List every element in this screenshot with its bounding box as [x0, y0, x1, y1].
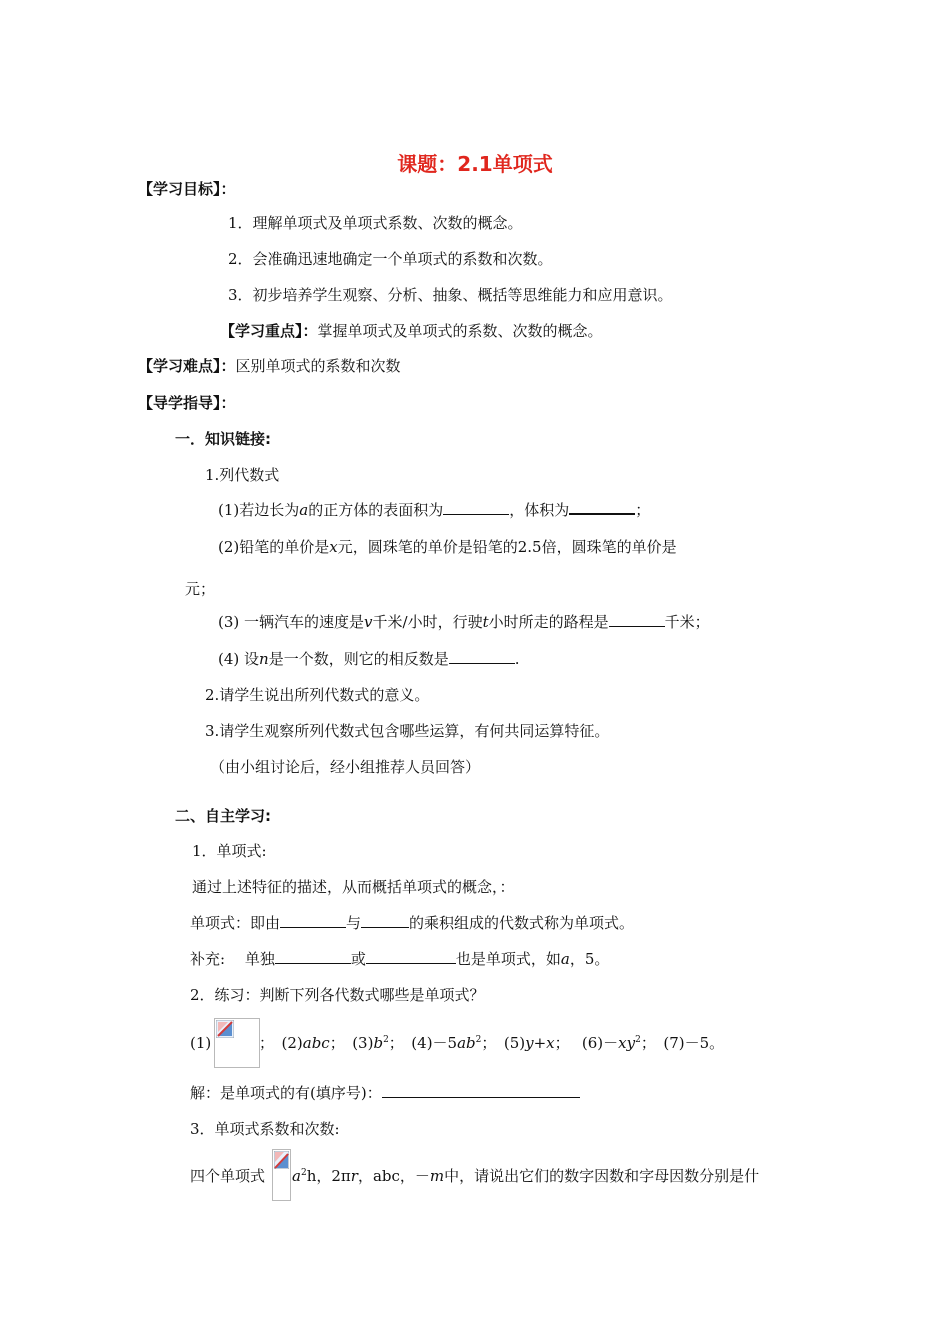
- definition: 单项式：即由 与 的乘积组成的代数式称为单项式。: [190, 914, 635, 932]
- key-point-text: 掌握单项式及单项式的系数、次数的概念。: [317, 322, 603, 340]
- section1-heading: 一．知识链接:: [175, 430, 271, 448]
- question-4: (4) 设n是一个数，则它的相反数是 .: [218, 650, 520, 668]
- question-2: (2)铅笔的单价是x元，圆珠笔的单价是铅笔的2.5倍，圆珠笔的单价是: [218, 538, 677, 556]
- section1-note: （由小组讨论后，经小组推荐人员回答）: [210, 758, 481, 776]
- section2-sub3: 3．单项式系数和次数:: [190, 1120, 340, 1138]
- supplement: 补充: 单独 或 也是单项式，如a，5。: [190, 950, 610, 968]
- difficulty-heading: 【学习难点】：: [138, 357, 236, 375]
- difficulty-text: 区别单项式的系数和次数: [235, 357, 401, 375]
- difficulty: [138, 356, 401, 376]
- objectives-heading: 【学习目标】：: [138, 180, 236, 198]
- question-1: (1)若边长为a的正方体的表面积为 ，体积为 ；: [218, 501, 651, 519]
- last-line: $a^2h$，2πr，abc，－m中，请说出它们的数字因数和字母因数分别是什: [292, 1167, 760, 1185]
- answer-blank[interactable]: [609, 613, 665, 627]
- answer-blank[interactable]: [449, 650, 515, 664]
- guide-heading: 【导学指导】：: [138, 394, 236, 412]
- formula-image-placeholder: [272, 1149, 291, 1201]
- question-3: (3) 一辆汽车的速度是v千米/小时，行驶t小时所走的路程是 千米；: [218, 613, 710, 631]
- section2-heading: 二、自主学习:: [175, 807, 271, 825]
- answer-blank[interactable]: [382, 1084, 580, 1098]
- section1-sub3: 3.请学生观察所列代数式包含哪些运算，有何共同运算特征。: [205, 722, 610, 740]
- answer-blank[interactable]: [366, 950, 456, 964]
- objective-2: 2．会准确迅速地确定一个单项式的系数和次数。: [228, 250, 553, 268]
- exercise-prefix: (1): [190, 1034, 212, 1052]
- answer-blank[interactable]: [569, 500, 635, 515]
- answer-blank[interactable]: [280, 914, 346, 928]
- section1-sub2: 2.请学生说出所列代数式的意义。: [205, 686, 430, 704]
- exercise-items: ； (2)abc； $(3)b^2$； $(4)-5ab^2$； (5)y+x； $(6)-xy^2$； (7)－5。: [259, 1034, 725, 1052]
- key-point: [220, 321, 603, 341]
- objective-1: 1．理解单项式及单项式系数、次数的概念。: [228, 214, 523, 232]
- section2-sub1: 1．单项式:: [192, 842, 267, 860]
- page-title: 课题：2.1单项式: [397, 152, 553, 176]
- answer-blank[interactable]: [361, 914, 409, 928]
- section2-sub2: 2．练习：判断下列各代数式哪些是单项式？: [190, 986, 485, 1004]
- section1-sub1: 1.列代数式: [205, 466, 280, 484]
- answer-blank[interactable]: [443, 501, 509, 515]
- broken-image-icon: [216, 1020, 234, 1038]
- answer-line: 解：是单项式的有(填序号)：: [190, 1083, 580, 1103]
- section2-desc: 通过上述特征的描述，从而概括单项式的概念，：: [192, 878, 515, 896]
- formula-image-placeholder: [214, 1018, 260, 1068]
- question-2-continued: 元；: [185, 580, 216, 598]
- broken-image-icon: [274, 1151, 289, 1169]
- key-point-heading: 【学习重点】：: [220, 322, 318, 340]
- last-line-prefix: 四个单项式: [190, 1167, 266, 1185]
- answer-blank[interactable]: [275, 950, 351, 964]
- objective-3: 3．初步培养学生观察、分析、抽象、概括等思维能力和应用意识。: [228, 286, 673, 304]
